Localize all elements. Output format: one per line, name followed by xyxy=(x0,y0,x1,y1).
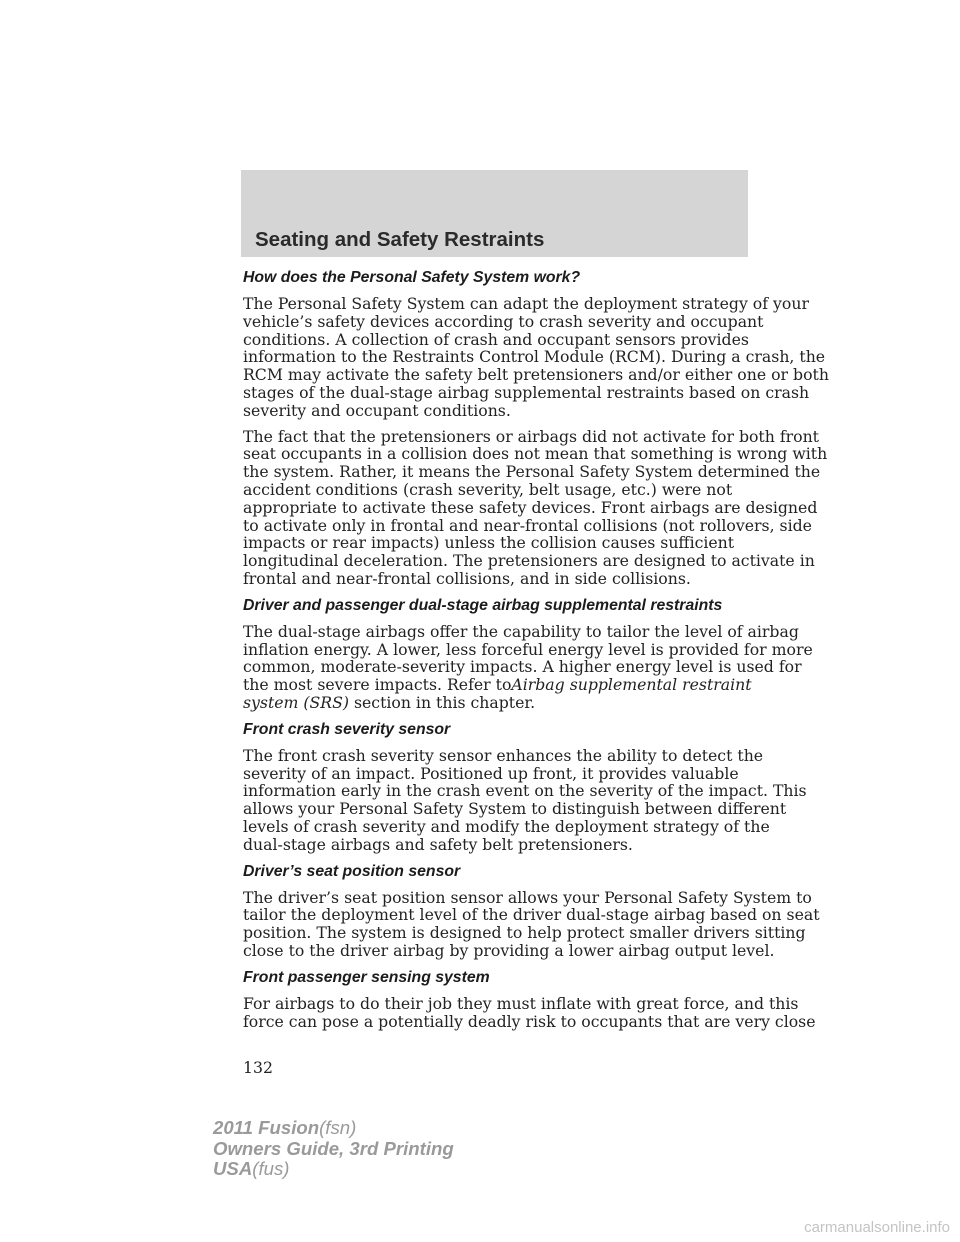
footer-region: USA xyxy=(213,1158,253,1179)
text-line: the system. Rather, it means the Personal Safety System determined the xyxy=(243,462,821,482)
text-line: severity and occupant conditions. xyxy=(243,400,511,420)
footer-line xyxy=(213,1159,454,1180)
paragraph xyxy=(243,621,813,712)
paragraph xyxy=(243,426,828,588)
text-line: common, moderate-severity impacts. A higher energy level is used for xyxy=(243,657,802,677)
footer-region-code: (fus) xyxy=(252,1158,290,1179)
text-line: The Personal Safety System can adapt the deployment strategy of your xyxy=(243,294,809,313)
heading-drivers-seat-position-sensor: Driver’s seat position sensor xyxy=(243,862,461,880)
text-line: stages of the dual-stage airbag supplemental restraints based on crash xyxy=(243,382,810,402)
paragraph xyxy=(243,993,816,1031)
text-line: vehicle’s safety devices according to crash severity and occupant xyxy=(243,311,764,331)
footer-line xyxy=(213,1139,454,1160)
text-line: to activate only in frontal and near-frontal collisions (not rollovers, side xyxy=(243,515,812,535)
cross-reference-link[interactable]: system (SRS) xyxy=(243,692,349,712)
text-line xyxy=(243,676,763,694)
text-run: the most severe impacts. Refer to xyxy=(243,675,512,695)
text-line: position. The system is designed to help protect smaller drivers sitting xyxy=(243,923,806,943)
paragraph xyxy=(243,294,829,420)
page-number: 132 xyxy=(243,1058,273,1077)
section-title: Seating and Safety Restraints xyxy=(255,228,545,251)
text-line: impacts or rear impacts) unless the collision causes sufficient xyxy=(243,533,735,553)
text-line: longitudinal deceleration. The pretensioners are designed to activate in xyxy=(243,551,815,571)
text-line: The driver’s seat position sensor allows your Personal Safety System to xyxy=(243,887,812,907)
heading-personal-safety-system: How does the Personal Safety System work? xyxy=(243,269,581,286)
footer-model-code: (fsn) xyxy=(319,1117,357,1138)
page-content xyxy=(243,268,829,1038)
cross-reference-link[interactable]: Airbag supplemental restraint xyxy=(511,675,752,695)
text-line xyxy=(243,694,763,712)
paragraph xyxy=(243,745,807,854)
heading-front-passenger-sensing-system: Front passenger sensing system xyxy=(243,968,490,986)
text-line: frontal and near-frontal collisions, and in side collisions. xyxy=(243,568,691,588)
heading-front-crash-severity-sensor: Front crash severity sensor xyxy=(243,720,451,738)
text-line: The fact that the pretensioners or airbags did not activate for both front xyxy=(243,426,819,446)
text-line: force can pose a potentially deadly risk to occupants that are very close xyxy=(243,1011,816,1031)
text-run: section in this chapter. xyxy=(348,692,536,712)
text-line: seat occupants in a collision does not mean that something is wrong with xyxy=(243,444,828,464)
text-line: appropriate to activate these safety devices. Front airbags are designed xyxy=(243,497,818,517)
text-line: For airbags to do their job they must inflate with great force, and this xyxy=(243,993,799,1013)
text-line: conditions. A collection of crash and occupant sensors provides xyxy=(243,329,749,349)
watermark-link[interactable]: carmanualsonline.info xyxy=(804,1219,950,1236)
text-line: accident conditions (crash severity, belt usage, etc.) were not xyxy=(243,479,733,499)
text-line: The front crash severity sensor enhances the ability to detect the xyxy=(243,745,764,765)
text-line: inflation energy. A lower, less forceful energy level is provided for more xyxy=(243,639,813,659)
text-line: The dual-stage airbags offer the capability to tailor the level of airbag xyxy=(243,621,799,641)
document-footer xyxy=(213,1118,454,1180)
text-line: information early in the crash event on the severity of the impact. This xyxy=(243,781,807,801)
text-line: tailor the deployment level of the driver dual-stage airbag based on seat xyxy=(243,905,820,925)
footer-guide: Owners Guide, 3rd Printing xyxy=(213,1137,454,1159)
text-line: RCM may activate the safety belt pretensioners and/or either one or both xyxy=(243,365,829,385)
text-line: allows your Personal Safety System to distinguish between different xyxy=(243,799,787,819)
paragraph xyxy=(243,887,820,960)
text-line: information to the Restraints Control Module (RCM). During a crash, the xyxy=(243,347,826,367)
text-line: levels of crash severity and modify the deployment strategy of the xyxy=(243,816,770,836)
footer-line xyxy=(213,1118,454,1139)
footer-model: 2011 Fusion xyxy=(213,1117,320,1138)
text-line: severity of an impact. Positioned up front, it provides valuable xyxy=(243,763,739,783)
heading-dual-stage-airbags: Driver and passenger dual-stage airbag supplemental restraints xyxy=(243,596,723,614)
text-line: dual-stage airbags and safety belt pretensioners. xyxy=(243,834,633,854)
section-header-band xyxy=(241,170,748,257)
text-line: close to the driver airbag by providing a lower airbag output level. xyxy=(243,940,775,960)
